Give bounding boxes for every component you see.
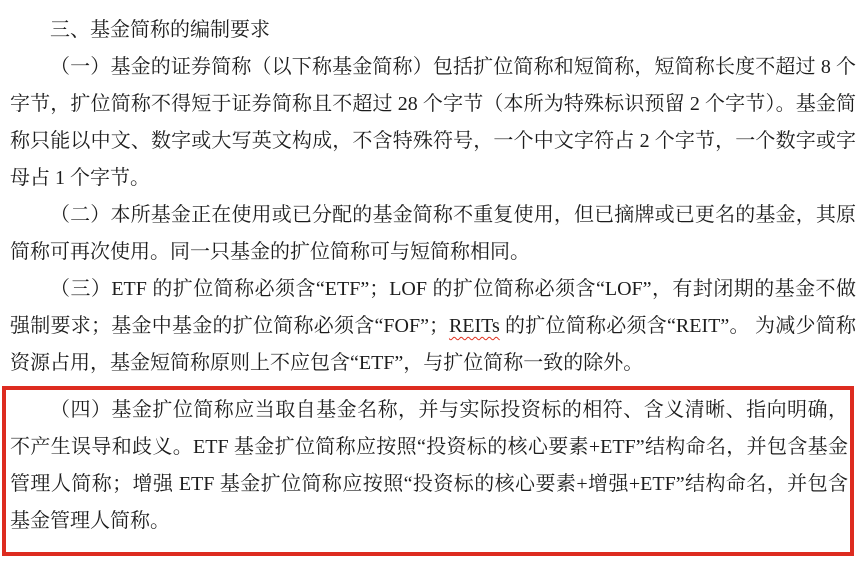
section-heading: 三、基金简称的编制要求: [50, 19, 270, 41]
paragraph-item-1: （一）基金的证券简称（以下称基金简称）包括扩位简称和短简称，短简称长度不超过 8 个字节，扩位简称不得短于证券简称且不超过 28 个字节（本所为特殊标识预留 2 个字节）。基金简称只能以中文、数字或大写英文构成，不含特殊符号，一个中文字符占 2 个字节，一个数字或字母占 1 个字节。: [10, 56, 856, 189]
spellcheck-underline-reits: REITs: [448, 315, 500, 337]
paragraph-item-4: （四）基金扩位简称应当取自基金名称，并与实际投资标的相符、含义清晰、指向明确，不产生误导和歧义。ETF 基金扩位简称应按照“投资标的核心要素+ETF”结构命名，并包含基金管理人简称；增强 ETF 基金扩位简称应按照“投资标的核心要素+增强+ETF”结构命名，并包含基金管理人简称。: [10, 399, 848, 532]
paragraph-item-3-text-before: （三）ETF 的扩位简称必须含“ETF”；LOF 的扩位简称必须含“LOF”，有封闭期的基金不做强制要求；基金中基金的扩位简称必须含“FOF”；: [10, 278, 856, 337]
paragraph-item-2: （二）本所基金正在使用或已分配的基金简称不重复使用，但已摘牌或已更名的基金，其原简称可再次使用。同一只基金的扩位简称可与短简称相同。: [10, 204, 856, 263]
paragraph-item-3: [10, 271, 856, 382]
highlight-box: [2, 386, 854, 556]
paragraph-item-3-text-after: 的扩位简称必须含“REIT”。 为减少简称资源占用，基金短简称原则上不应包含“ETF”，与扩位简称一致的除外。: [10, 315, 856, 374]
